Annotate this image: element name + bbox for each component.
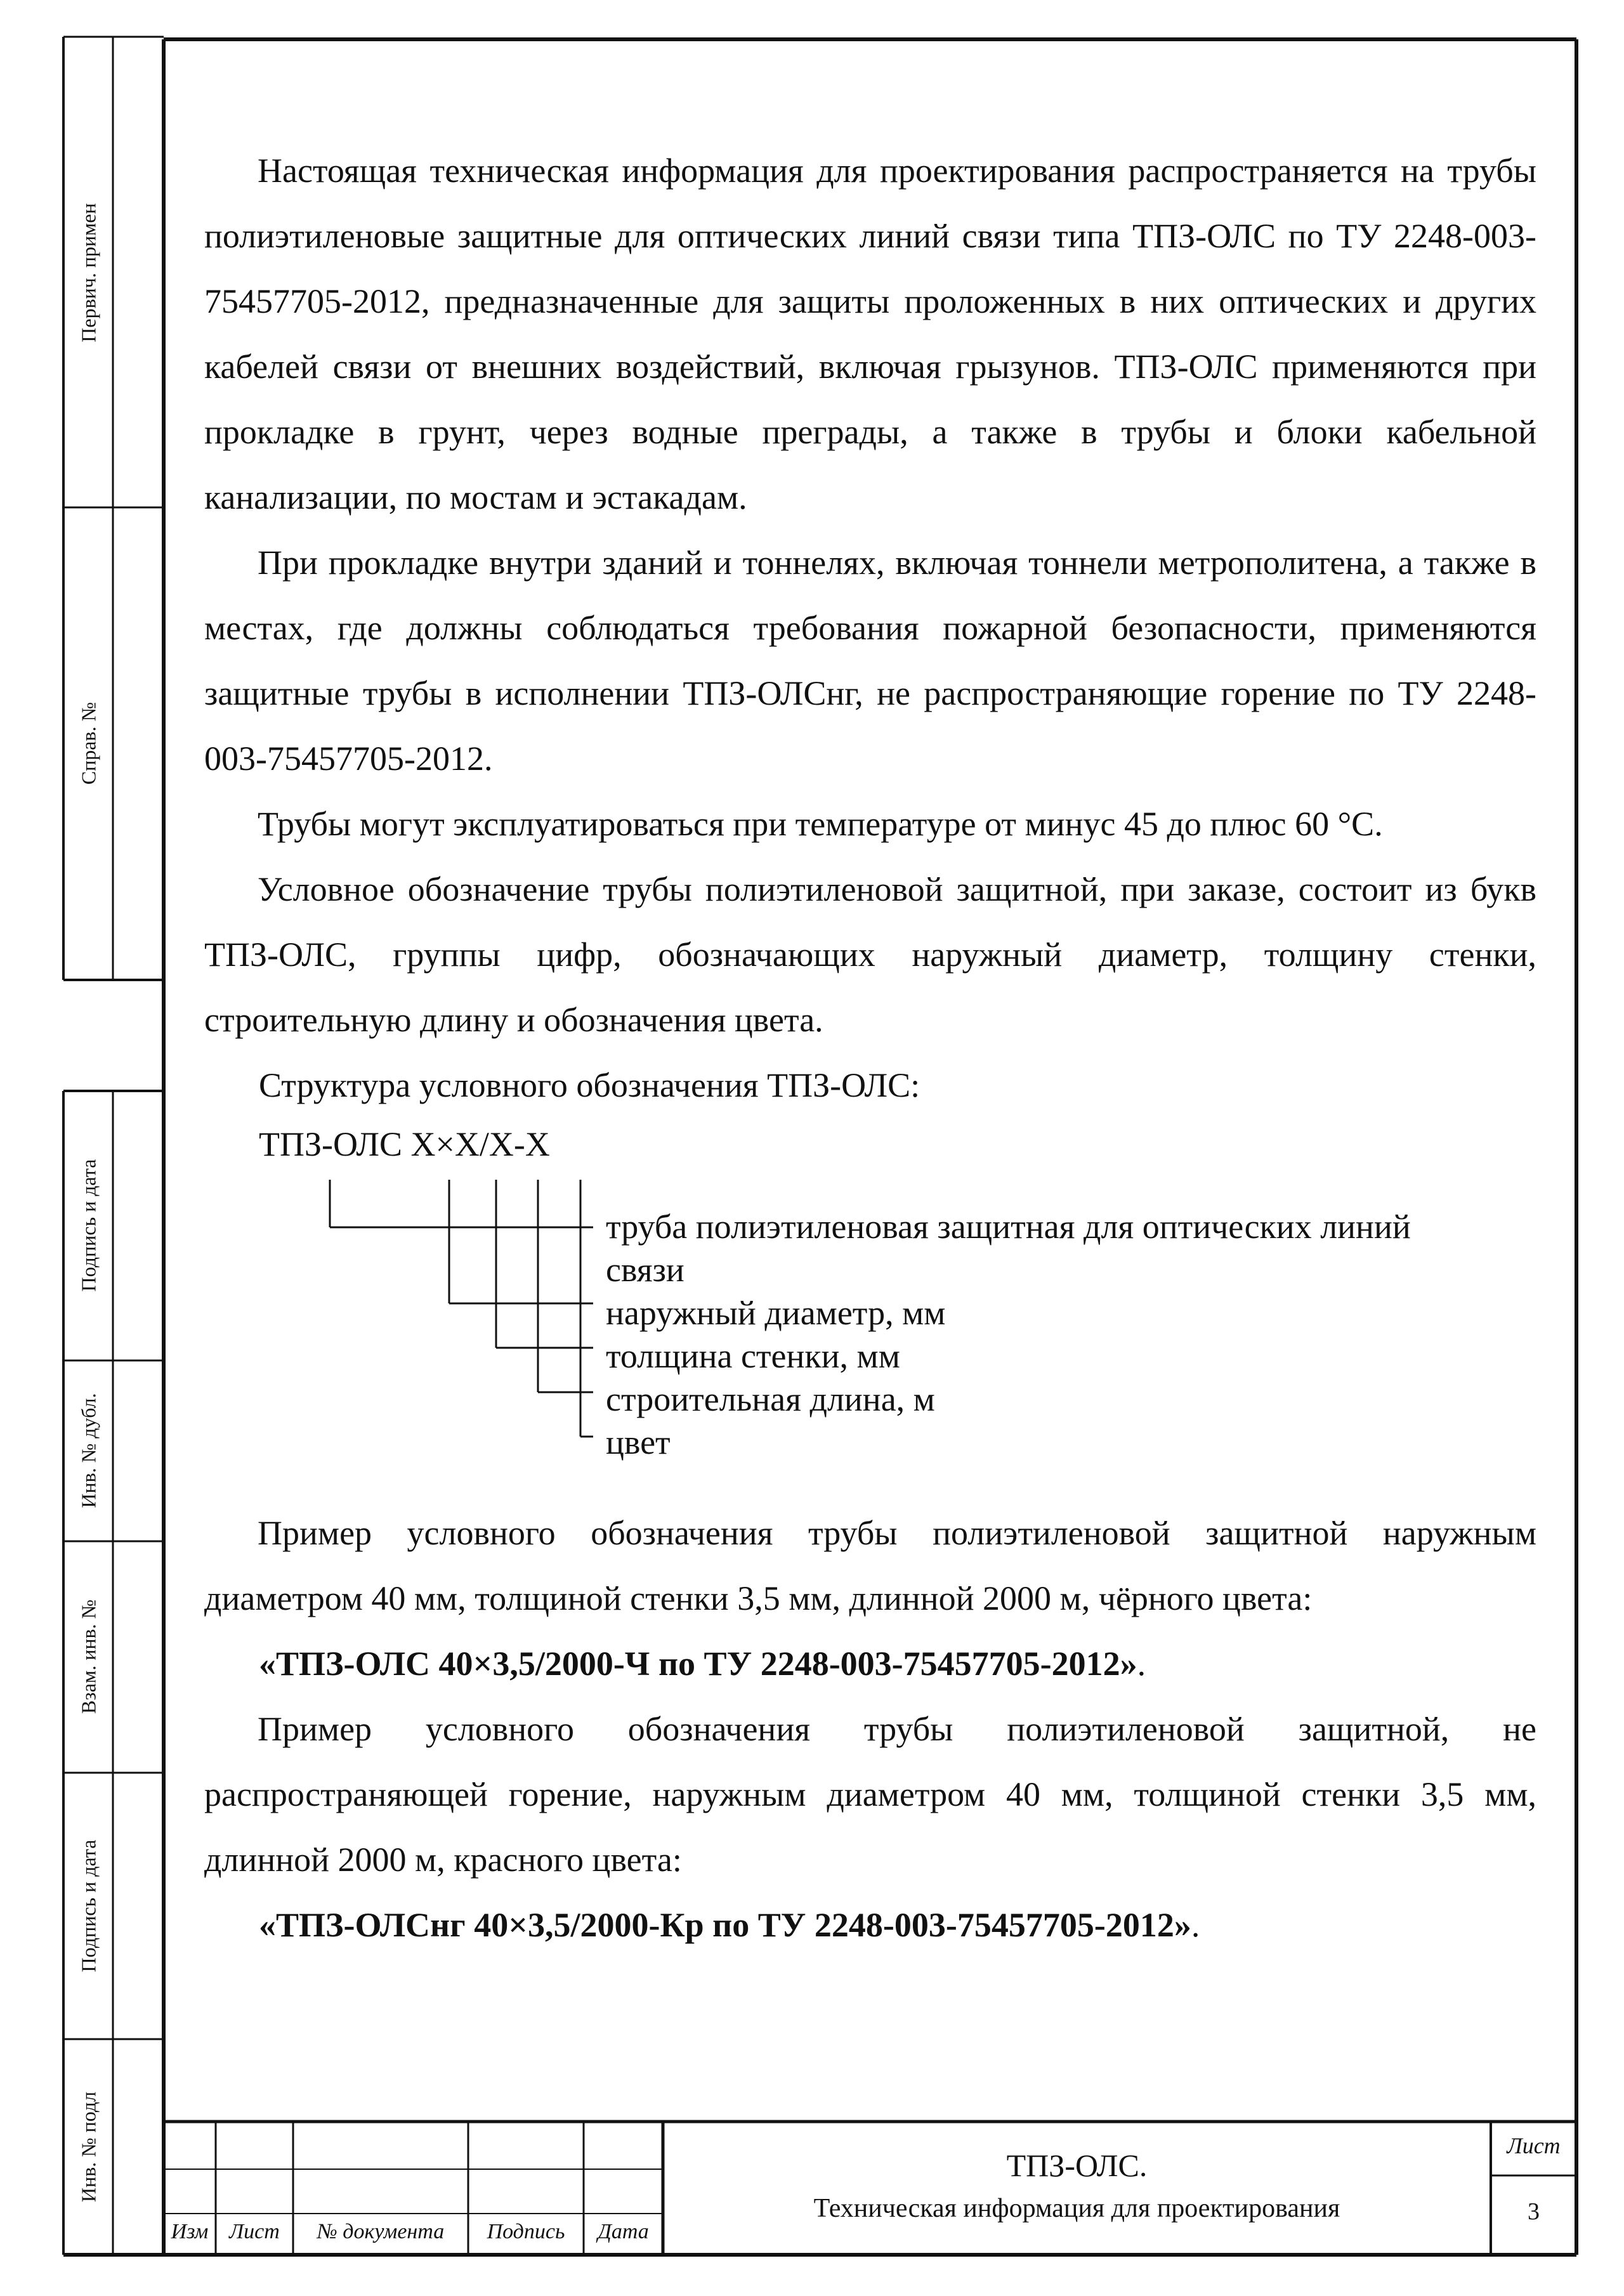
structure-code: ТПЗ-ОЛС X×X/X-X xyxy=(259,1125,550,1163)
structure-heading: Структура условного обозначения ТПЗ-ОЛС: xyxy=(259,1066,920,1104)
example-code-2-text: «ТПЗ-ОЛСнг 40×3,5/2000-Кр по ТУ 2248-003-75457705-2012» xyxy=(259,1906,1191,1944)
structure-item-wall: толщина стенки, мм xyxy=(606,1337,900,1375)
example-code-2 xyxy=(259,1893,1200,1958)
paragraph-4: Условное обозначение трубы полиэтиленовой защитной, при заказе, состоит из букв ТПЗ-ОЛС, группы цифр, обозначающих наружный диаметр, толщину стенки, строительную длину и обозначения цвета. xyxy=(204,870,1536,1039)
stamp-inv-podl: Инв. № подл xyxy=(77,2091,100,2203)
structure-item-color: цвет xyxy=(606,1423,671,1461)
tb-col-sign: Подпись xyxy=(487,2220,565,2243)
stamp-podpis-data-1: Подпись и дата xyxy=(77,1159,100,1292)
example-code-2-period: . xyxy=(1191,1906,1200,1944)
stamp-podpis-data-2: Подпись и дата xyxy=(77,1839,100,1973)
example-code-1-period: . xyxy=(1137,1645,1146,1683)
example-code-1-text: «ТПЗ-ОЛС 40×3,5/2000-Ч по ТУ 2248-003-75457705-2012» xyxy=(259,1645,1137,1683)
tb-title-main: ТПЗ-ОЛС. xyxy=(1006,2148,1148,2183)
structure-item-pipe-cont: связи xyxy=(606,1251,684,1289)
paragraph-example-1: Пример условного обозначения трубы полиэтиленовой защитной наружным диаметром 40 мм, толщиной стенки 3,5 мм, длинной 2000 м, чёрного цвета: xyxy=(204,1514,1536,1617)
structure-item-pipe: труба полиэтиленовая защитная для оптических линий xyxy=(606,1208,1411,1246)
stamp-vzam-inv: Взам. инв. № xyxy=(77,1599,100,1714)
tb-sheet-label: Лист xyxy=(1507,2133,1561,2158)
paragraph-example-2: Пример условного обозначения трубы полиэтиленовой защитной, не распространяющей горение, наружным диаметром 40 мм, толщиной стенки 3,5 мм, длинной 2000 м, красного цвета: xyxy=(204,1710,1536,1879)
stamp-perv-primen: Первич. примен xyxy=(77,203,100,342)
tb-sheet-number: 3 xyxy=(1528,2198,1540,2225)
example-code-1 xyxy=(259,1631,1146,1697)
tb-col-izm: Изм xyxy=(171,2220,209,2243)
stamp-inv-dubl: Инв. № дубл. xyxy=(77,1393,100,1508)
tb-col-list: Лист xyxy=(229,2220,280,2243)
tb-title-sub: Техническая информация для проектирования xyxy=(813,2194,1340,2223)
paragraph-3: Трубы могут эксплуатироваться при температуре от минус 45 до плюс 60 °С. xyxy=(258,805,1383,843)
structure-item-diameter: наружный диаметр, мм xyxy=(606,1294,946,1332)
tb-col-doc: № документа xyxy=(317,2220,445,2243)
tb-col-date: Дата xyxy=(598,2220,649,2243)
stamp-sprav-nomer: Справ. № xyxy=(77,701,100,785)
structure-item-length: строительная длина, м xyxy=(606,1380,935,1418)
paragraph-1: Настоящая техническая информация для проектирования распространяется на трубы полиэтиленовые защитные для оптических линий связи типа ТПЗ-ОЛС по ТУ 2248-003-75457705-2012, предназначенные для защиты проложенных в них оптических и других кабелей связи от внешних воздействий, включая грызунов. ТПЗ-ОЛС применяются при прокладке в грунт, через водные преграды, а также в трубы и блоки кабельной канализации, по мостам и эстакадам. xyxy=(204,152,1536,516)
paragraph-2: При прокладке внутри зданий и тоннелях, включая тоннели метрополитена, а также в местах, где должны соблюдаться требования пожарной безопасности, применяются защитные трубы в исполнении ТПЗ-ОЛСнг, не распространяющие горение по ТУ 2248-003-75457705-2012. xyxy=(204,544,1536,778)
